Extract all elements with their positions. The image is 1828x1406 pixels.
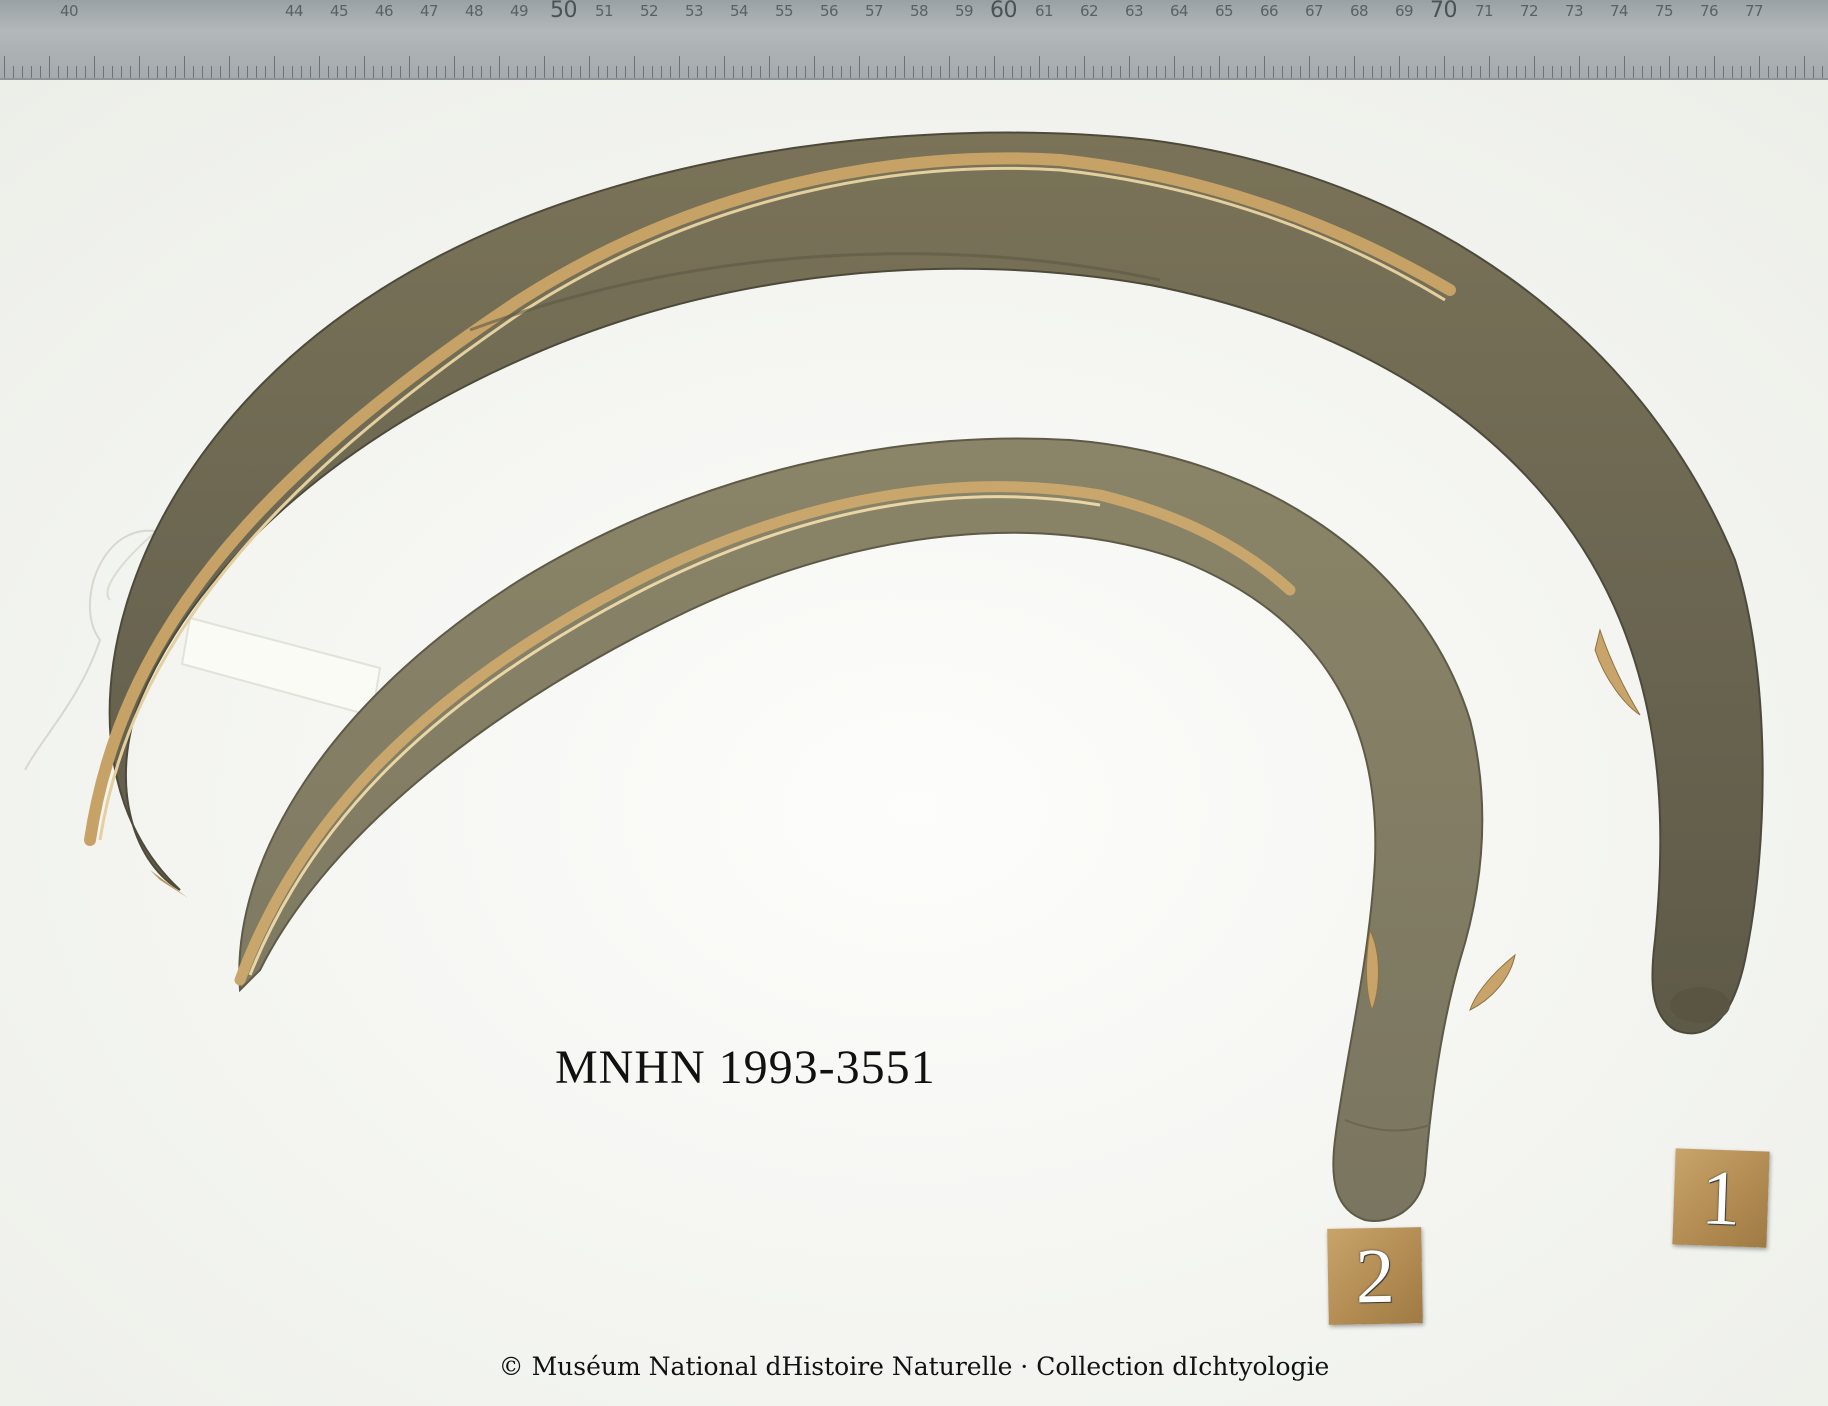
ruler-tick xyxy=(1552,66,1553,78)
ruler-tick xyxy=(121,66,122,78)
ruler-tick xyxy=(1039,56,1040,78)
ruler-tick xyxy=(283,66,284,78)
ruler-tick xyxy=(31,66,32,78)
ruler-label: 63 xyxy=(1125,2,1144,20)
ruler-tick xyxy=(175,66,176,78)
ruler-tick xyxy=(958,66,959,78)
ruler-tick xyxy=(1408,66,1409,78)
ruler-tick xyxy=(580,66,581,78)
ruler-tick xyxy=(760,66,761,78)
ruler-tick xyxy=(643,66,644,78)
ruler-tick xyxy=(1615,66,1616,78)
ruler-tick xyxy=(1804,56,1805,78)
ruler-label: 62 xyxy=(1080,2,1099,20)
ruler-tick xyxy=(1741,66,1742,78)
ruler-label: 40 xyxy=(60,2,79,20)
ruler-label: 77 xyxy=(1745,2,1764,20)
ruler-tick xyxy=(445,66,446,78)
ruler-tick xyxy=(238,66,239,78)
background xyxy=(0,78,1828,1406)
ruler-tick xyxy=(535,66,536,78)
ruler-tick xyxy=(274,56,275,78)
ruler-tick xyxy=(571,66,572,78)
ruler-tick xyxy=(859,56,860,78)
ruler-tick xyxy=(1345,66,1346,78)
ruler-tick xyxy=(886,66,887,78)
ruler-tick xyxy=(193,66,194,78)
ruler-tick xyxy=(1228,66,1229,78)
ruler-tick xyxy=(1138,66,1139,78)
ruler-tick xyxy=(364,56,365,78)
ruler-tick xyxy=(1516,66,1517,78)
ruler-tick xyxy=(1795,66,1796,78)
ruler-tick xyxy=(1129,56,1130,78)
ruler-tick xyxy=(1543,66,1544,78)
ruler-label: 53 xyxy=(685,2,704,20)
ruler-tick xyxy=(1327,66,1328,78)
ruler-tick xyxy=(877,66,878,78)
ruler-label: 57 xyxy=(865,2,884,20)
ruler-tick xyxy=(544,56,545,78)
ruler-tick xyxy=(1057,66,1058,78)
ruler-tick xyxy=(625,66,626,78)
ruler-tick xyxy=(1579,56,1580,78)
ruler-label: 58 xyxy=(910,2,929,20)
ruler-tick xyxy=(373,66,374,78)
ruler-tick xyxy=(76,66,77,78)
ruler-tick xyxy=(1471,66,1472,78)
tag-number: 2 xyxy=(1354,1231,1396,1320)
ruler-tick xyxy=(1246,66,1247,78)
ruler-tick xyxy=(1354,56,1355,78)
ruler-tick xyxy=(814,56,815,78)
ruler-tick xyxy=(490,66,491,78)
ruler-tick xyxy=(1291,66,1292,78)
ruler-label: 60 xyxy=(990,0,1017,23)
ruler-tick xyxy=(1489,56,1490,78)
ruler-tick xyxy=(1687,66,1688,78)
ruler-tick xyxy=(247,66,248,78)
ruler-label: 72 xyxy=(1520,2,1539,20)
ruler-tick xyxy=(1219,56,1220,78)
ruler-tick xyxy=(904,56,905,78)
ruler-tick xyxy=(1768,66,1769,78)
ruler-tick xyxy=(157,66,158,78)
ruler-label: 75 xyxy=(1655,2,1674,20)
ruler-label: 52 xyxy=(640,2,659,20)
ruler-label: 47 xyxy=(420,2,439,20)
ruler-tick xyxy=(1507,66,1508,78)
ruler-tick xyxy=(1309,56,1310,78)
ruler-tick xyxy=(1588,66,1589,78)
ruler-tick xyxy=(607,66,608,78)
ruler-tick xyxy=(85,66,86,78)
ruler-label: 56 xyxy=(820,2,839,20)
copyright-caption: © Muséum National dHistoire Naturelle · Collection dIchtyologie xyxy=(498,1352,1330,1381)
ruler-tick xyxy=(1534,56,1535,78)
ruler-tick xyxy=(670,66,671,78)
ruler-tick xyxy=(130,66,131,78)
ruler-tick xyxy=(337,66,338,78)
ruler-tick xyxy=(733,66,734,78)
ruler-label: 44 xyxy=(285,2,304,20)
ruler-tick xyxy=(1003,66,1004,78)
ruler-tick xyxy=(184,56,185,78)
ruler-tick xyxy=(229,56,230,78)
ruler-label: 69 xyxy=(1395,2,1414,20)
ruler-label: 45 xyxy=(330,2,349,20)
ruler-tick xyxy=(58,66,59,78)
ruler-label: 73 xyxy=(1565,2,1584,20)
ruler-tick xyxy=(292,66,293,78)
ruler-tick xyxy=(742,66,743,78)
ruler-tick xyxy=(481,66,482,78)
ruler-label: 67 xyxy=(1305,2,1324,20)
ruler-tick xyxy=(1381,66,1382,78)
ruler-tick xyxy=(1435,66,1436,78)
ruler-tick xyxy=(1093,66,1094,78)
ruler-tick xyxy=(112,66,113,78)
ruler-tick xyxy=(508,66,509,78)
ruler-tick xyxy=(751,66,752,78)
ruler-tick xyxy=(1174,56,1175,78)
ruler-tick xyxy=(148,66,149,78)
ruler-tick xyxy=(1111,66,1112,78)
ruler-tick xyxy=(1147,66,1148,78)
ruler-tick xyxy=(1777,66,1778,78)
ruler-tick xyxy=(4,56,5,78)
ruler-tick xyxy=(922,66,923,78)
ruler-tick xyxy=(310,66,311,78)
ruler-tick xyxy=(679,56,680,78)
ruler-tick xyxy=(724,56,725,78)
ruler-tick xyxy=(850,66,851,78)
ruler-tick xyxy=(1759,56,1760,78)
ruler-tick xyxy=(211,66,212,78)
ruler-label: 76 xyxy=(1700,2,1719,20)
ruler-tick xyxy=(1561,66,1562,78)
ruler-tick xyxy=(949,56,950,78)
ruler-tick xyxy=(220,66,221,78)
ruler-tick xyxy=(634,56,635,78)
ruler-tick xyxy=(769,56,770,78)
ruler-tick xyxy=(1210,66,1211,78)
ruler-tick xyxy=(940,66,941,78)
ruler-tick xyxy=(202,66,203,78)
ruler-tick xyxy=(409,56,410,78)
ruler-tick xyxy=(1624,56,1625,78)
ruler-tick xyxy=(1444,56,1445,78)
ruler-tick xyxy=(346,66,347,78)
ruler-tick xyxy=(1084,56,1085,78)
ruler-tick xyxy=(49,56,50,78)
ruler-tick xyxy=(1525,66,1526,78)
ruler-tick xyxy=(976,66,977,78)
ruler-tick xyxy=(985,66,986,78)
ruler-tick xyxy=(994,56,995,78)
ruler-tick xyxy=(778,66,779,78)
ruler-label: 68 xyxy=(1350,2,1369,20)
ruler-label: 71 xyxy=(1475,2,1494,20)
ruler-tick xyxy=(796,66,797,78)
ruler-label: 46 xyxy=(375,2,394,20)
ruler-tick xyxy=(319,56,320,78)
ruler-tick xyxy=(436,66,437,78)
ruler-tick xyxy=(1318,66,1319,78)
ruler-tick xyxy=(1399,56,1400,78)
ruler-tick xyxy=(1669,56,1670,78)
ruler-tick xyxy=(526,66,527,78)
ruler-label: 59 xyxy=(955,2,974,20)
ruler-label: 74 xyxy=(1610,2,1629,20)
tag-number: 1 xyxy=(1700,1153,1743,1242)
ruler-tick xyxy=(1642,66,1643,78)
specimen-tag-1 xyxy=(1672,1148,1769,1247)
ruler-tick xyxy=(1336,66,1337,78)
ruler-tick xyxy=(1237,66,1238,78)
ruler-tick xyxy=(1030,66,1031,78)
ruler-tick xyxy=(1273,66,1274,78)
ruler-tick xyxy=(598,66,599,78)
ruler-tick xyxy=(895,66,896,78)
ruler-tick xyxy=(382,66,383,78)
ruler-tick xyxy=(1075,66,1076,78)
ruler-tick xyxy=(1102,66,1103,78)
ruler-tick xyxy=(1498,66,1499,78)
ruler-tick xyxy=(553,66,554,78)
ruler-tick xyxy=(427,66,428,78)
ruler-tick xyxy=(1723,66,1724,78)
ruler-tick xyxy=(463,66,464,78)
ruler-tick xyxy=(1660,66,1661,78)
ruler-tick xyxy=(1822,66,1823,78)
ruler-label: 55 xyxy=(775,2,794,20)
ruler-tick xyxy=(391,66,392,78)
ruler-tick xyxy=(1120,66,1121,78)
ruler-tick xyxy=(22,66,23,78)
ruler-tick xyxy=(1480,66,1481,78)
ruler-tick xyxy=(562,66,563,78)
ruler-tick xyxy=(589,56,590,78)
ruler-tick xyxy=(1453,66,1454,78)
ruler-label: 51 xyxy=(595,2,614,20)
ruler-tick xyxy=(1201,66,1202,78)
ruler-label: 49 xyxy=(510,2,529,20)
ruler-tick xyxy=(652,66,653,78)
ruler-tick xyxy=(823,66,824,78)
ruler-tick xyxy=(1066,66,1067,78)
ruler-tick xyxy=(913,66,914,78)
ruler-tick xyxy=(1192,66,1193,78)
ruler-tick xyxy=(301,66,302,78)
ruler-tick xyxy=(67,66,68,78)
ruler-tick xyxy=(472,66,473,78)
ruler-tick xyxy=(13,66,14,78)
ruler-label: 64 xyxy=(1170,2,1189,20)
ruler-tick xyxy=(418,66,419,78)
ruler-tick xyxy=(1705,66,1706,78)
ruler-tick xyxy=(1021,66,1022,78)
ruler-tick xyxy=(499,56,500,78)
ruler-tick xyxy=(1012,66,1013,78)
ruler-tick xyxy=(1372,66,1373,78)
ruler-tick xyxy=(787,66,788,78)
ruler-tick xyxy=(355,66,356,78)
ruler-label: 65 xyxy=(1215,2,1234,20)
ruler-tick xyxy=(967,66,968,78)
ruler-tick xyxy=(94,56,95,78)
ruler-tick xyxy=(697,66,698,78)
ruler-tick xyxy=(1678,66,1679,78)
ruler-tick xyxy=(1156,66,1157,78)
ruler-tick xyxy=(868,66,869,78)
ruler-tick xyxy=(1363,66,1364,78)
ruler-tick xyxy=(139,56,140,78)
ruler-tick xyxy=(454,56,455,78)
ruler-tick xyxy=(166,66,167,78)
ruler-tick xyxy=(706,66,707,78)
ruler-tick xyxy=(661,66,662,78)
ruler-tick xyxy=(1462,66,1463,78)
ruler-tick xyxy=(1696,66,1697,78)
ruler-tick xyxy=(1813,66,1814,78)
ruler-tick xyxy=(265,66,266,78)
ruler-tick xyxy=(40,66,41,78)
ruler-tick xyxy=(1255,66,1256,78)
ruler-tick xyxy=(1732,66,1733,78)
ruler-tick xyxy=(805,66,806,78)
ruler-tick xyxy=(1786,66,1787,78)
ruler-tick xyxy=(1165,66,1166,78)
specimen-tag-2 xyxy=(1327,1227,1423,1325)
ruler-tick xyxy=(328,66,329,78)
ruler-tick xyxy=(1597,66,1598,78)
ruler-tick xyxy=(1714,56,1715,78)
ruler-tick xyxy=(517,66,518,78)
ruler-tick xyxy=(1426,66,1427,78)
ruler-tick xyxy=(931,66,932,78)
ruler-tick xyxy=(715,66,716,78)
ruler-label: 54 xyxy=(730,2,749,20)
ruler-tick xyxy=(1183,66,1184,78)
ruler-label: 50 xyxy=(550,0,577,23)
specimen-code-label: MNHN 1993-3551 xyxy=(555,1041,936,1094)
ruler-tick xyxy=(1048,66,1049,78)
ruler-tick xyxy=(1390,66,1391,78)
ruler-label: 48 xyxy=(465,2,484,20)
ruler-tick xyxy=(103,66,104,78)
ruler-tick xyxy=(616,66,617,78)
measuring-ruler xyxy=(0,0,1828,80)
ruler-tick xyxy=(688,66,689,78)
ruler-tick xyxy=(841,66,842,78)
ruler-tick xyxy=(1750,66,1751,78)
ruler-tick xyxy=(1417,66,1418,78)
ruler-label: 70 xyxy=(1430,0,1457,23)
ruler-tick xyxy=(832,66,833,78)
ruler-tick xyxy=(256,66,257,78)
ruler-tick xyxy=(1570,66,1571,78)
ruler-tick xyxy=(1633,66,1634,78)
ruler-tick xyxy=(400,66,401,78)
ruler-tick xyxy=(1264,56,1265,78)
ruler-label: 66 xyxy=(1260,2,1279,20)
ruler-label: 61 xyxy=(1035,2,1054,20)
ruler-tick xyxy=(1606,66,1607,78)
ruler-tick xyxy=(1282,66,1283,78)
ruler-tick xyxy=(1300,66,1301,78)
ruler-tick xyxy=(1651,66,1652,78)
